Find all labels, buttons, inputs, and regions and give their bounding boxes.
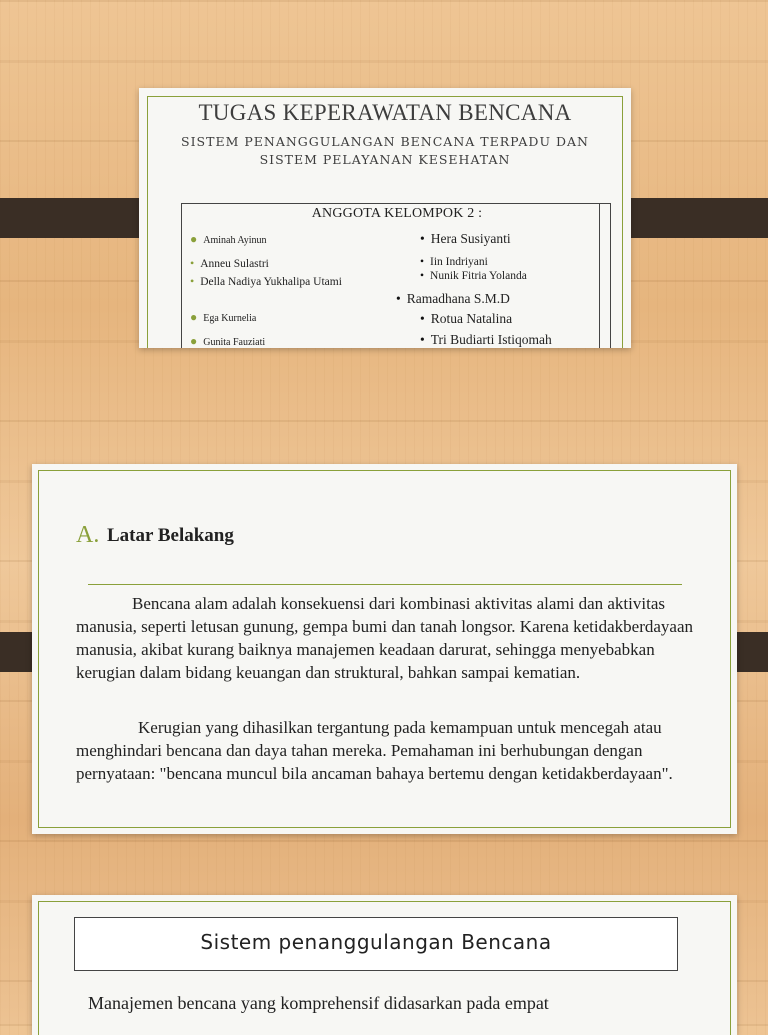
members-box-inner-border	[599, 204, 600, 348]
bullet-icon: •	[190, 274, 195, 288]
member-item: • Nunik Fitria Yolanda	[420, 270, 527, 282]
member-item: • Ramadhana S.M.D	[396, 291, 510, 306]
slide-2	[32, 464, 737, 834]
members-title: ANGGOTA KELOMPOK 2 :	[311, 206, 483, 221]
bullet-icon: •	[420, 270, 425, 282]
slide-3-title: Sistem penanggulangan Bencana	[200, 930, 552, 954]
member-item: • Iin Indriyani	[420, 256, 488, 268]
member-item: ● Gunita Fauziati	[190, 334, 266, 348]
member-item: ● Ega Kurnelia	[190, 310, 257, 324]
members-box	[181, 203, 611, 348]
paragraph-1: Bencana alam adalah konsekuensi dari kombinasi aktivitas alami dan aktivitas manusia, seperti letusan gunung, gempa bumi dan tanah longsor. Karena ketidakberdayaan manusia, akibat kurang baiknya manajemen keadaan darurat, sehingga menyebabkan kerugian dalam bidang keuangan dan struktural, bahkan sampai kematian.	[76, 594, 694, 682]
bullet-icon: •	[420, 332, 425, 347]
section-heading: Latar Belakang	[107, 525, 234, 546]
slide-1-title: TUGAS KEPERAWATAN BENCANA	[198, 100, 572, 125]
section-letter: A.	[76, 522, 100, 548]
decor-band-right-1	[614, 198, 768, 238]
member-item: • Hera Susiyanti	[420, 231, 511, 246]
member-item: • Tri Budiarti Istiqomah	[420, 332, 552, 347]
bullet-icon: ●	[190, 310, 198, 324]
slide-1	[139, 88, 631, 348]
slide-3-title-box	[74, 917, 678, 971]
member-item: • Rotua Natalina	[420, 311, 513, 326]
paragraph-2: Kerugian yang dihasilkan tergantung pada kemampuan untuk mencegah atau menghindari bencana dan daya tahan mereka. Pemahaman ini berhubungan dengan pernyataan: "bencana muncul bila ancaman bahaya bertemu dengan ketidakberdayaan".	[76, 718, 673, 783]
bullet-icon: •	[396, 291, 401, 306]
decor-band-left-1	[0, 198, 155, 238]
bullet-icon: •	[420, 256, 425, 268]
bullet-icon: •	[420, 231, 425, 246]
heading-divider	[88, 584, 682, 585]
slide-1-subtitle-line-2: SISTEM PELAYANAN KESEHATAN	[259, 152, 511, 167]
bullet-icon: •	[190, 256, 195, 270]
bullet-icon: •	[420, 311, 425, 326]
bullet-icon: ●	[190, 232, 198, 246]
member-item: • Anneu Sulastri	[190, 256, 269, 270]
bullet-icon: ●	[190, 334, 198, 348]
member-item: • Della Nadiya Yukhalipa Utami	[190, 274, 342, 288]
slide-3-paragraph: Manajemen bencana yang komprehensif didasarkan pada empat	[88, 993, 549, 1013]
member-item: ● Aminah Ayinun	[190, 232, 267, 246]
slide-3	[32, 895, 737, 1035]
slide-1-subtitle-line-1: SISTEM PENANGGULANGAN BENCANA TERPADU DAN	[181, 134, 589, 149]
